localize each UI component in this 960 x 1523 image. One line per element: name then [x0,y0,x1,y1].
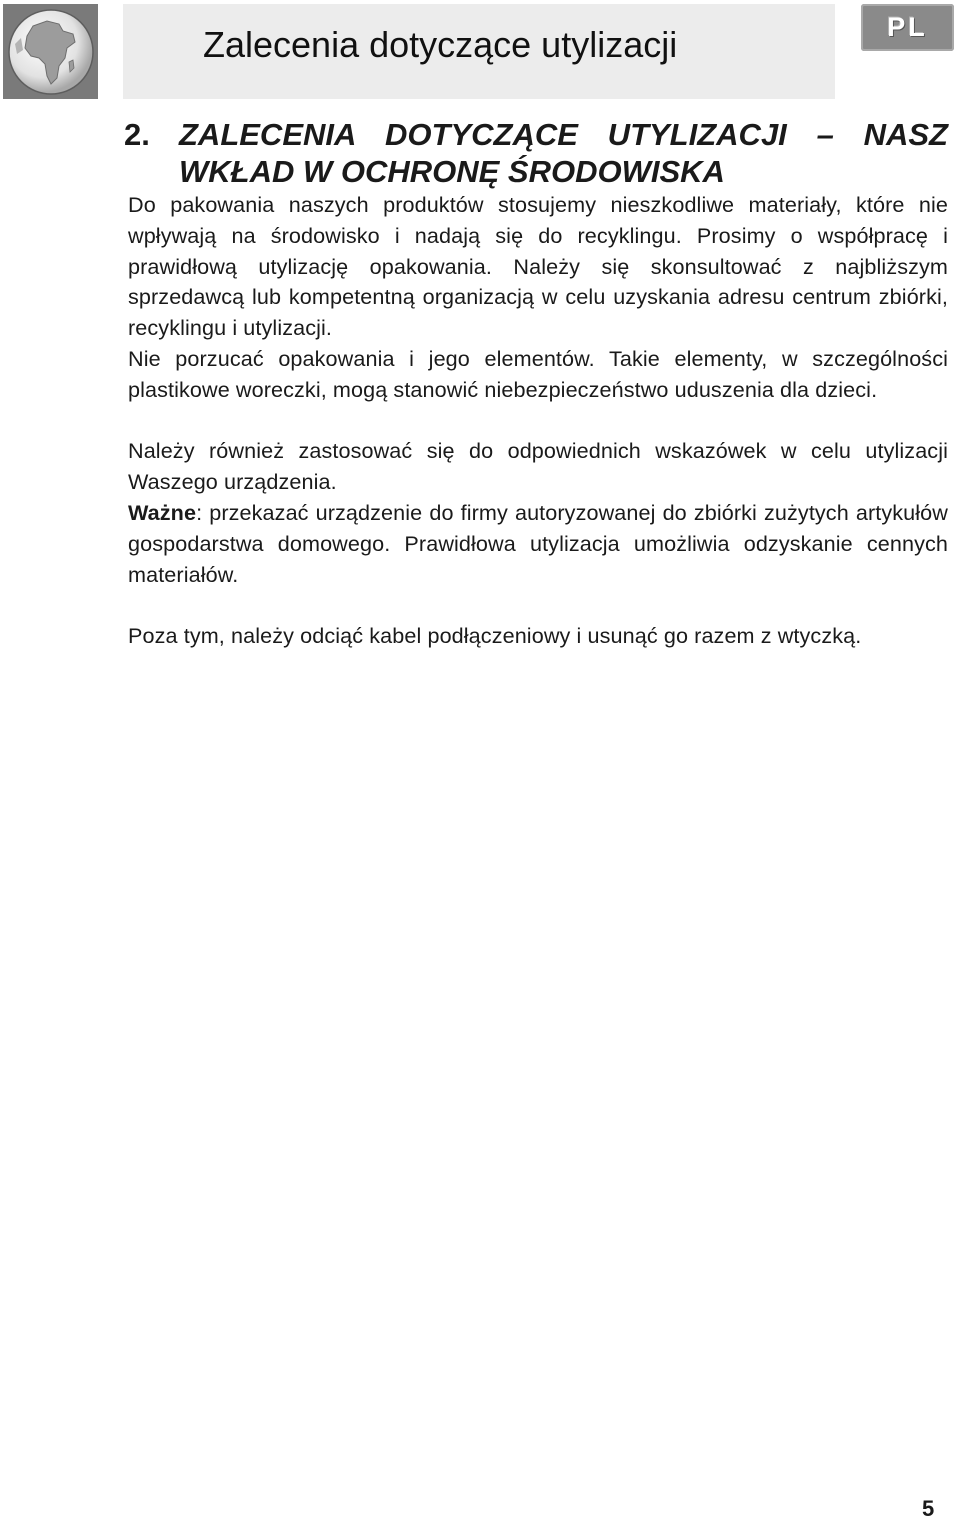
globe-logo [3,4,98,99]
section-heading-text: ZALECENIA DOTYCZĄCE UTYLIZACJI – NASZ WKŁAD W OCHRONĘ ŚRODOWISKA [179,117,948,189]
important-text: : przekazać urządzenie do firmy autoryzowanej do zbiórki zużytych artykułów gospodarstwa domowego. Prawidłowa utylizacja umożliwia odzyskanie cennych materiałów. [128,499,948,587]
page-title: Zalecenia dotyczące utylizacji [203,24,678,65]
section-heading [124,116,948,190]
header-band [123,4,835,99]
paragraph-appliance-disposal: Należy również zastosować się do odpowiednich wskazówek w celu utylizacji Waszego urządzenia. [128,438,948,495]
language-badge [861,4,954,51]
language-badge-label: PL [887,12,928,42]
globe-icon [3,4,98,99]
paragraph-packaging: Do pakowania naszych produktów stosujemy nieszkodliwe materiały, które nie wpływają na środowisko i nadają się do recyklingu. Prosimy o współpracę i prawidłową utylizację opakowania. Należy się skonsultować z najbliższym sprzedawcą lub kompetentną organizacją w celu uzyskania adresu centrum zbiórki, recyklingu i utylizacji. [128,192,948,341]
paragraph-children-warning: Nie porzucać opakowania i jego elementów. Takie elementy, w szczególności plastikowe woreczki, mogą stanowić niebezpieczeństwo uduszenia dla dzieci. [128,345,948,402]
section-number: 2. [124,117,150,152]
page-number: 5 [922,1496,935,1521]
paragraph-cable: Poza tym, należy odciąć kabel podłączeniowy i usunąć go razem z wtyczką. [128,623,862,649]
disposal-section [124,116,948,652]
paragraph-important [128,498,948,590]
important-label: Ważne [128,499,197,525]
